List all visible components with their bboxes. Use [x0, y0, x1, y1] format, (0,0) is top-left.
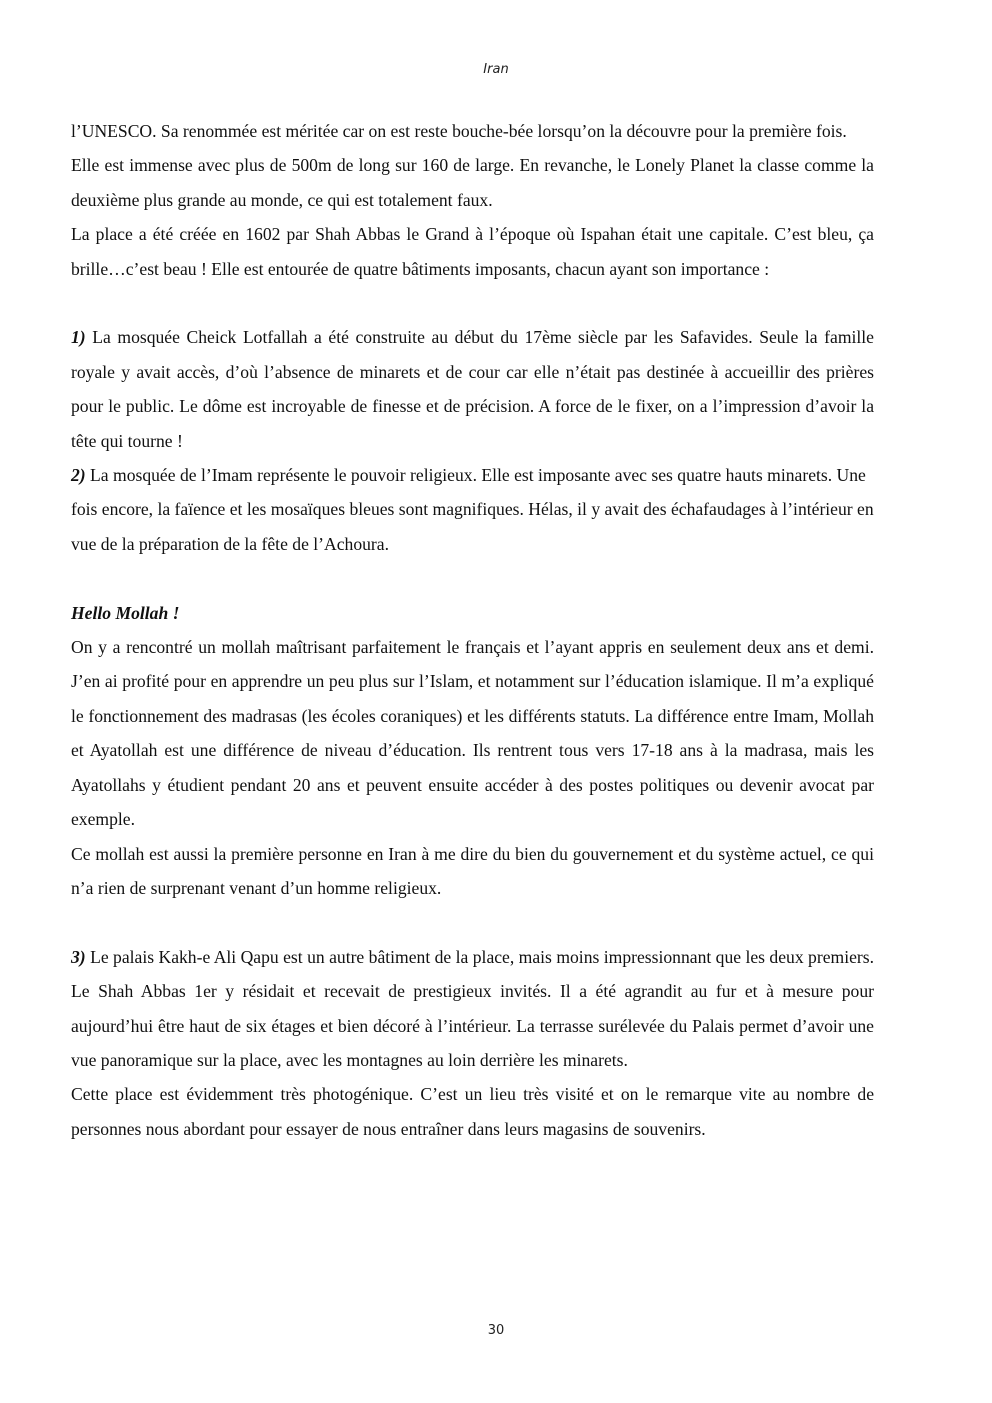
list-number: 3): [71, 946, 86, 967]
list-number: 2): [71, 465, 86, 486]
section-heading: Hello Mollah !: [71, 602, 180, 623]
list-item-mosque-imam: [71, 458, 874, 561]
running-header: Iran: [483, 62, 509, 77]
spacer: [71, 905, 874, 939]
list-number: 1): [71, 327, 86, 348]
paragraph-history: La place a été créée en 1602 par Shah Abbas le Grand à l’époque où Ispahan était une capitale. C’est bleu, ça brille…c’est beau ! Elle est entourée de quatre bâtiments imposants, chacun ayant son importance :: [71, 224, 874, 279]
page-body: [71, 114, 874, 1146]
list-item-text: La mosquée Cheick Lotfallah a été construite au début du 17ème siècle par les Safavides. Seule la famille royale y avait accès, d’où l’absence de minarets et de cour car elle n’était pas destinée à accueillir des prières pour le public. Le dôme est incroyable de finesse et de précision. A force de le fixer, on a l’impression d’avoir la tête qui tourne !: [71, 327, 874, 451]
list-item-palace: [71, 940, 874, 1078]
paragraph-unesco: l’UNESCO. Sa renommée est méritée car on est reste bouche-bée lorsqu’on la découvre pour la première fois.: [71, 121, 847, 141]
spacer: [71, 561, 874, 595]
list-item-text: Le palais Kakh-e Ali Qapu est un autre bâtiment de la place, mais moins impressionnant que les deux premiers. Le Shah Abbas 1er y résidait et recevait de prestigieux invités. Il a été agrandit au fur et à mesure pour aujourd’hui être haut de six étages et bien décoré à l’intérieur. La terrasse surélevée du Palais permet d’avoir une vue panoramique sur la place, avec les montagnes au loin derrière les minarets.: [71, 946, 874, 1070]
paragraph-mollah: On y a rencontré un mollah maîtrisant parfaitement le français et l’ayant appris en seulement deux ans et demi. J’en ai profité pour en apprendre un peu plus sur l’Islam, et notamment sur l’éducation islamique. Il m’a expliqué le fonctionnement des madrasas (les écoles coraniques) et les différents statuts. La différence entre Imam, Mollah et Ayatollah est une différence de niveau d’éducation. Ils rentrent tous vers 17-18 ans à la madrasa, mais les Ayatollahs y étudient pendant 20 ans et peuvent ensuite accéder à des postes politiques ou devenir avocat par exemple.: [71, 637, 874, 830]
paragraph-photogenic: Cette place est évidemment très photogénique. C’est un lieu très visité et on le remarque vite au nombre de personnes nous abordant pour essayer de nous entraîner dans leurs magasins de souvenirs.: [71, 1084, 874, 1139]
page-number: 30: [487, 1323, 505, 1338]
paragraph-government: Ce mollah est aussi la première personne en Iran à me dire du bien du gouvernement et du système actuel, ce qui n’a rien de surprenant venant d’un homme religieux.: [71, 843, 874, 898]
spacer: [71, 286, 874, 320]
list-item-text: La mosquée de l’Imam représente le pouvoir religieux. Elle est imposante avec ses quatre hauts minarets. Une fois encore, la faïence et les mosaïques bleues sont magnifiques. Hélas, il y avait des échafaudages à l’intérieur en vue de la préparation de la fête de l’Achoura.: [71, 465, 874, 554]
paragraph-size: Elle est immense avec plus de 500m de long sur 160 de large. En revanche, le Lonely Planet la classe comme la deuxième plus grande au monde, ce qui est totalement faux.: [71, 155, 874, 210]
list-item-mosque-lotfallah: [71, 320, 874, 458]
